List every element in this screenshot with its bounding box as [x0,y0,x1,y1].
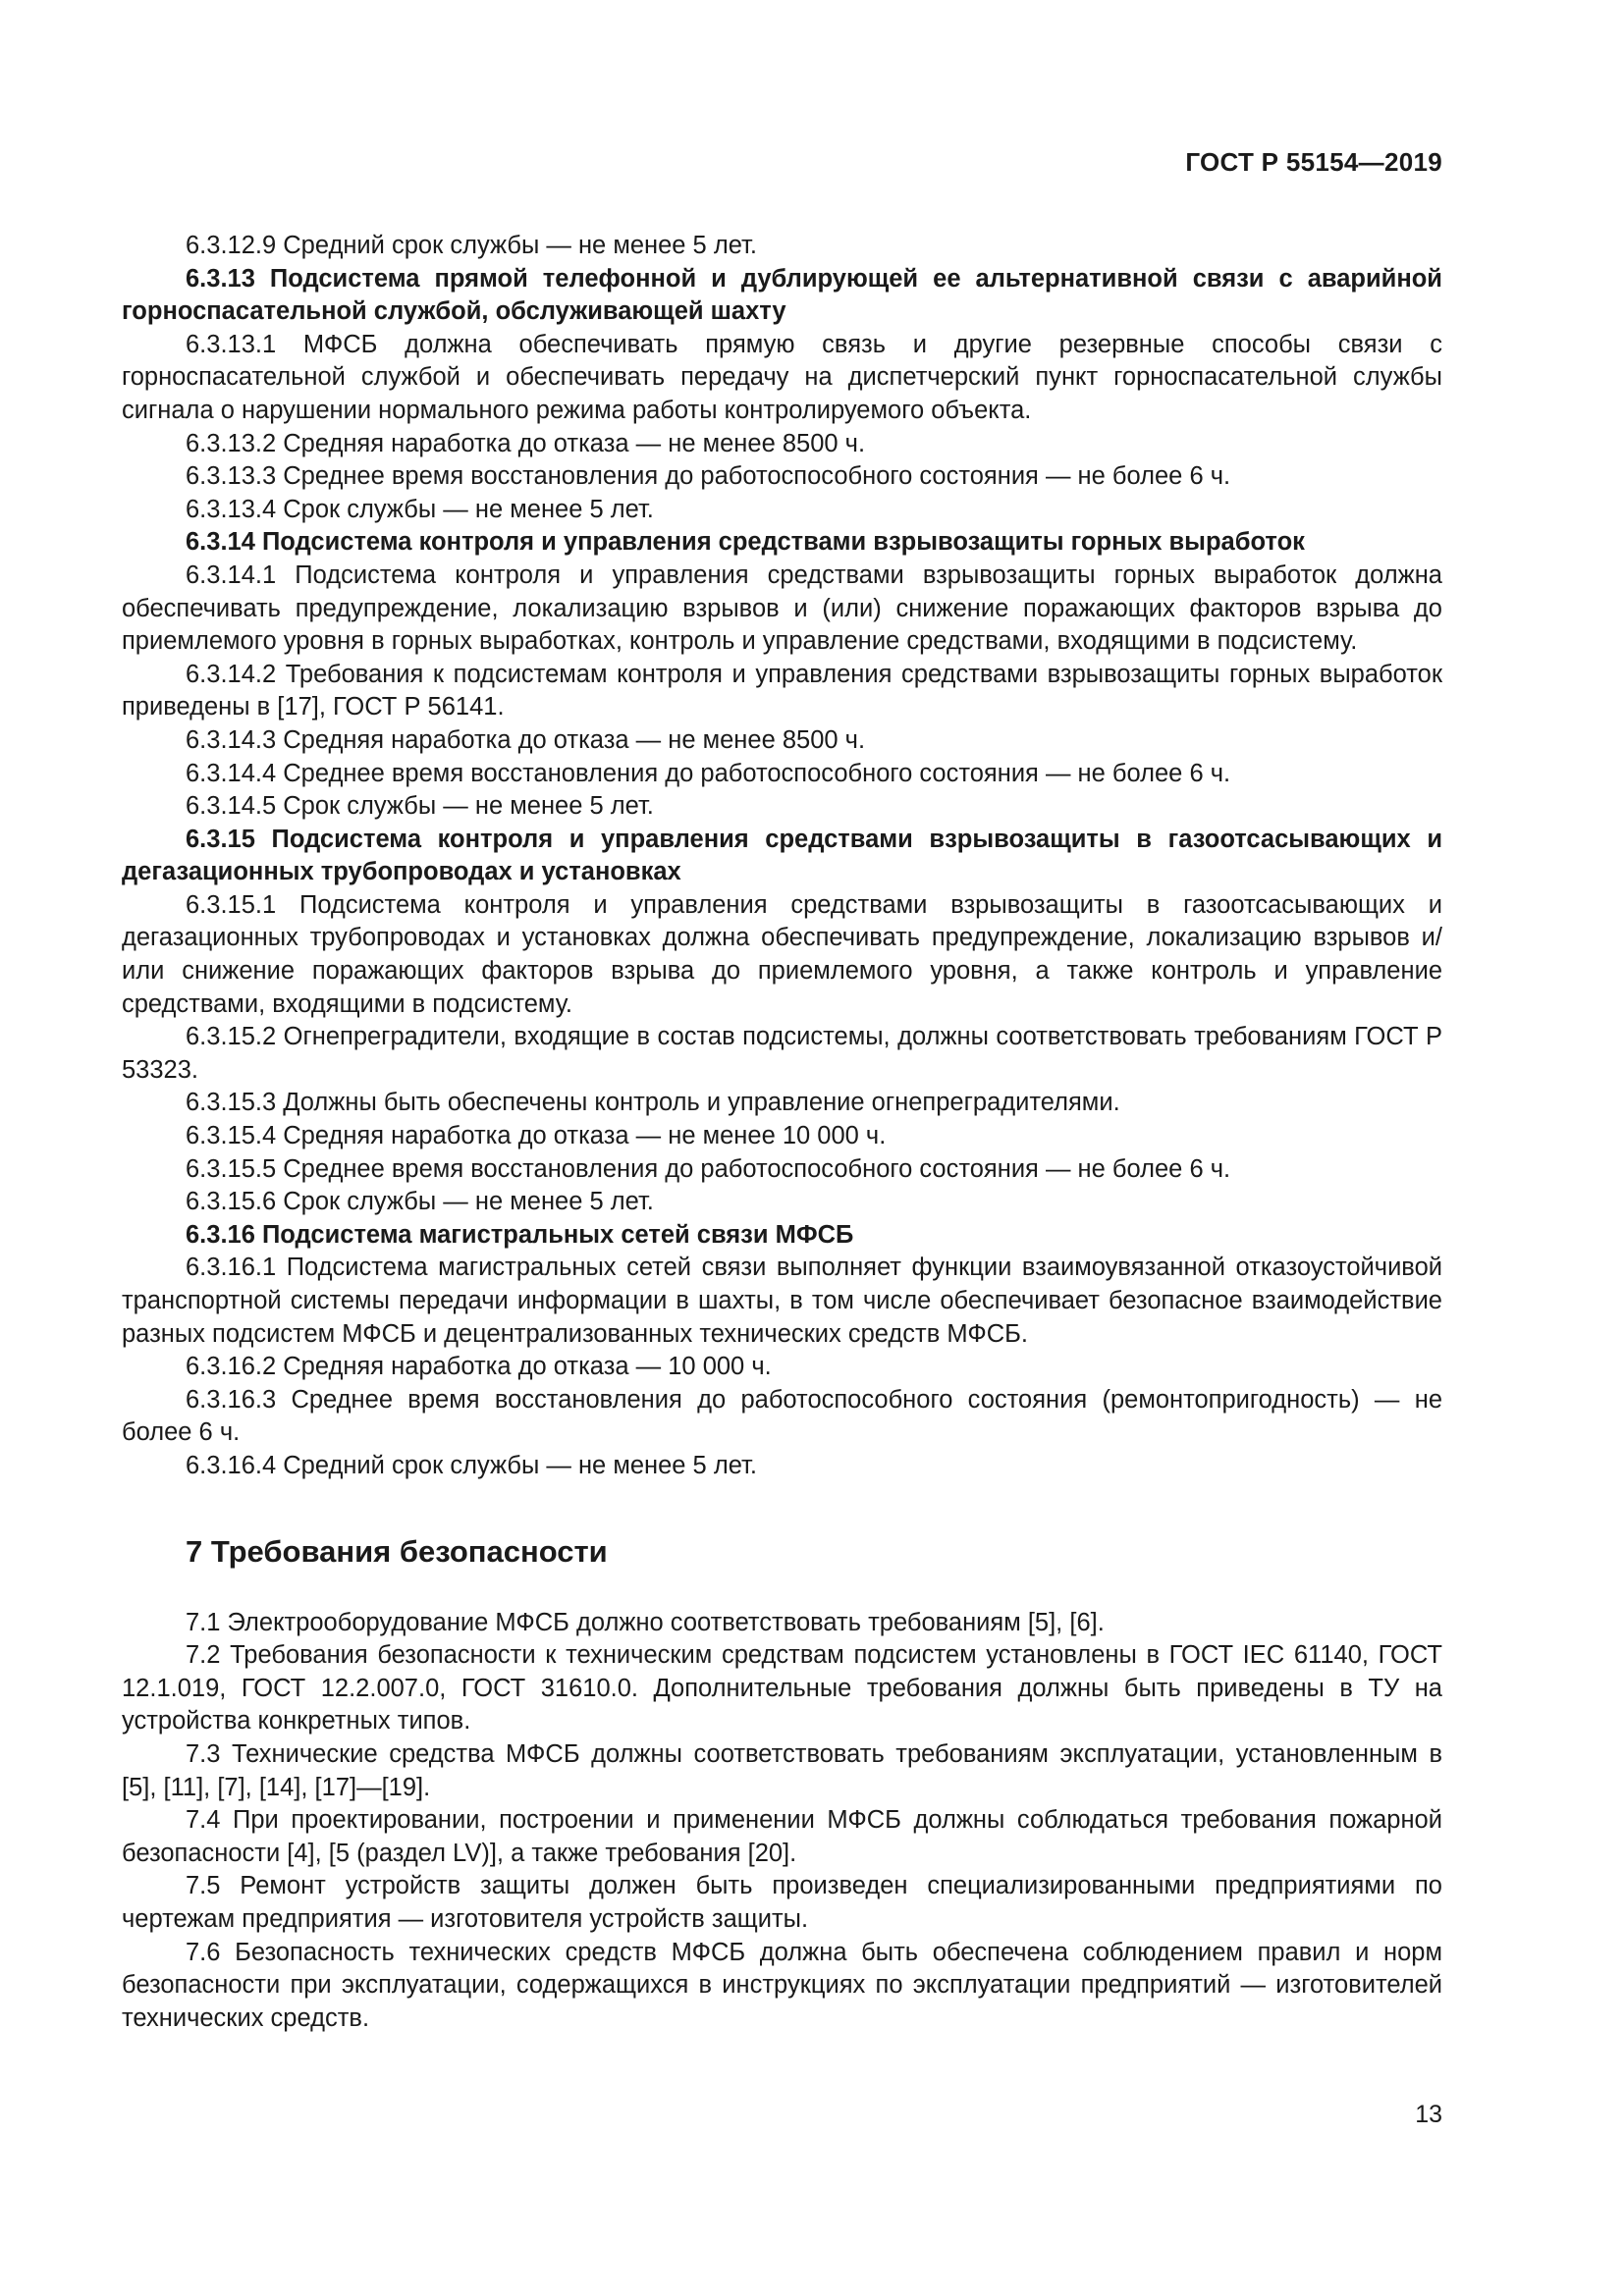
paragraph: 6.3.16.3 Среднее время восстановления до работоспособного состояния (ремонтопригодность) — не более 6 ч. [122,1385,1442,1447]
paragraph: 7.2 Требования безопасности к техническим средствам подсистем установлены в ГОСТ IEC 61140, ГОСТ 12.1.019, ГОСТ 12.2.007.0, ГОСТ 31610.0. Дополнительные требования должны быть приведены в ТУ на устройства конкретных типов. [122,1641,1442,1735]
standard-code: ГОСТ Р 55154—2019 [1185,147,1442,177]
clause-heading: 6.3.16 Подсистема магистральных сетей связи МФСБ [186,1220,854,1249]
paragraph: 6.3.14.3 Средняя наработка до отказа — не менее 8500 ч. [186,725,866,754]
clause-heading: 6.3.15 Подсистема контроля и управления средствами взрывозащиты в газоотсасывающих и дегазационных трубопроводах и установках [122,825,1442,886]
paragraph: 6.3.13.2 Средняя наработка до отказа — не менее 8500 ч. [186,429,866,457]
paragraph: 7.5 Ремонт устройств защиты должен быть произведен специализированными предприятиями по чертежам предприятия — изготовителя устройств защиты. [122,1872,1442,1933]
paragraph: 6.3.15.5 Среднее время восстановления до работоспособного состояния — не более 6 ч. [186,1154,1231,1183]
paragraph: 7.3 Технические средства МФСБ должны соответствовать требованиям эксплуатации, установленным в [5], [11], [7], [14], [17]—[19]. [122,1739,1442,1801]
paragraph: 6.3.15.3 Должны быть обеспечены контроль и управление огнепреградителями. [186,1089,1120,1117]
paragraph: 6.3.15.4 Средняя наработка до отказа — не менее 10 000 ч. [186,1122,887,1150]
paragraph: 7.6 Безопасность технических средств МФСБ должна быть обеспечена соблюдением правил и норм безопасности при эксплуатации, содержащихся в инструкциях по эксплуатации предприятий — изготовителей технических средств. [122,1938,1442,2032]
page-number: 13 [1415,2101,1442,2128]
paragraph: 6.3.14.4 Среднее время восстановления до работоспособного состояния — не более 6 ч. [186,759,1231,787]
paragraph: 7.1 Электрооборудование МФСБ должно соответствовать требованиям [5], [6]. [186,1608,1105,1636]
clause-heading: 6.3.14 Подсистема контроля и управления средствами взрывозащиты горных выработок [186,528,1305,557]
paragraph: 6.3.13.4 Срок службы — не менее 5 лет. [186,495,654,523]
paragraph: 6.3.12.9 Средний срок службы — не менее 5 лет. [186,232,757,259]
paragraph: 6.3.14.1 Подсистема контроля и управления средствами взрывозащиты горных выработок должна обеспечивать предупреждение, локализацию взрывов и (или) снижение поражающих факторов взрыва до приемлемого уровня в горных выработках, контроль и управление средствами, входящими в подсистему. [122,561,1442,656]
clause-heading: 6.3.13 Подсистема прямой телефонной и дублирующей ее альтернативной связи с аварийной горноспасательной службой, обслуживающей шахту [122,264,1442,326]
section-heading: 7 Требования безопасности [186,1533,608,1569]
paragraphs-section-6 [122,230,1442,1483]
document-body [122,230,1442,2035]
paragraph: 6.3.15.6 Срок службы — не менее 5 лет. [186,1188,654,1216]
paragraph: 6.3.13.1 МФСБ должна обеспечивать прямую связь и другие резервные способы связи с горноспасательной службой и обеспечивать передачу на диспетчерский пункт горноспасательной службы сигнала о нарушении нормального режима работы контролируемого объекта. [122,330,1442,424]
paragraph: 6.3.16.2 Средняя наработка до отказа — 10 000 ч. [186,1353,772,1381]
paragraph: 6.3.16.4 Средний срок службы — не менее 5 лет. [186,1451,757,1479]
paragraph: 6.3.16.1 Подсистема магистральных сетей связи выполняет функции взаимоувязанной отказоустойчивой транспортной системы передачи информации в шахты, в том числе обеспечивает безопасное взаимодействие разных подсистем МФСБ и децентрализованных технических средств МФСБ. [122,1254,1442,1348]
paragraph: 7.4 При проектировании, построении и применении МФСБ должны соблюдаться требования пожарной безопасности [4], [5 (раздел LV)], а также требования [20]. [122,1806,1442,1867]
paragraphs-section-7 [122,1607,1442,2036]
paragraph: 6.3.14.5 Срок службы — не менее 5 лет. [186,792,654,821]
paragraph: 6.3.14.2 Требования к подсистемам контроля и управления средствами взрывозащиты горных выработок приведены в [17], ГОСТ Р 56141. [122,660,1442,721]
paragraph: 6.3.15.2 Огнепреградители, входящие в состав подсистемы, должны соответствовать требованиям ГОСТ Р 53323. [122,1023,1442,1084]
paragraph: 6.3.15.1 Подсистема контроля и управления средствами взрывозащиты в газоотсасывающих и дегазационных трубопроводах и установках должна обеспечивать предупреждение, локализацию взрывов и/или снижение поражающих факторов взрыва до приемлемого уровня, а также контроль и управление средствами, входящими в подсистему. [122,890,1442,1018]
paragraph: 6.3.13.3 Среднее время восстановления до работоспособного состояния — не более 6 ч. [186,462,1231,491]
